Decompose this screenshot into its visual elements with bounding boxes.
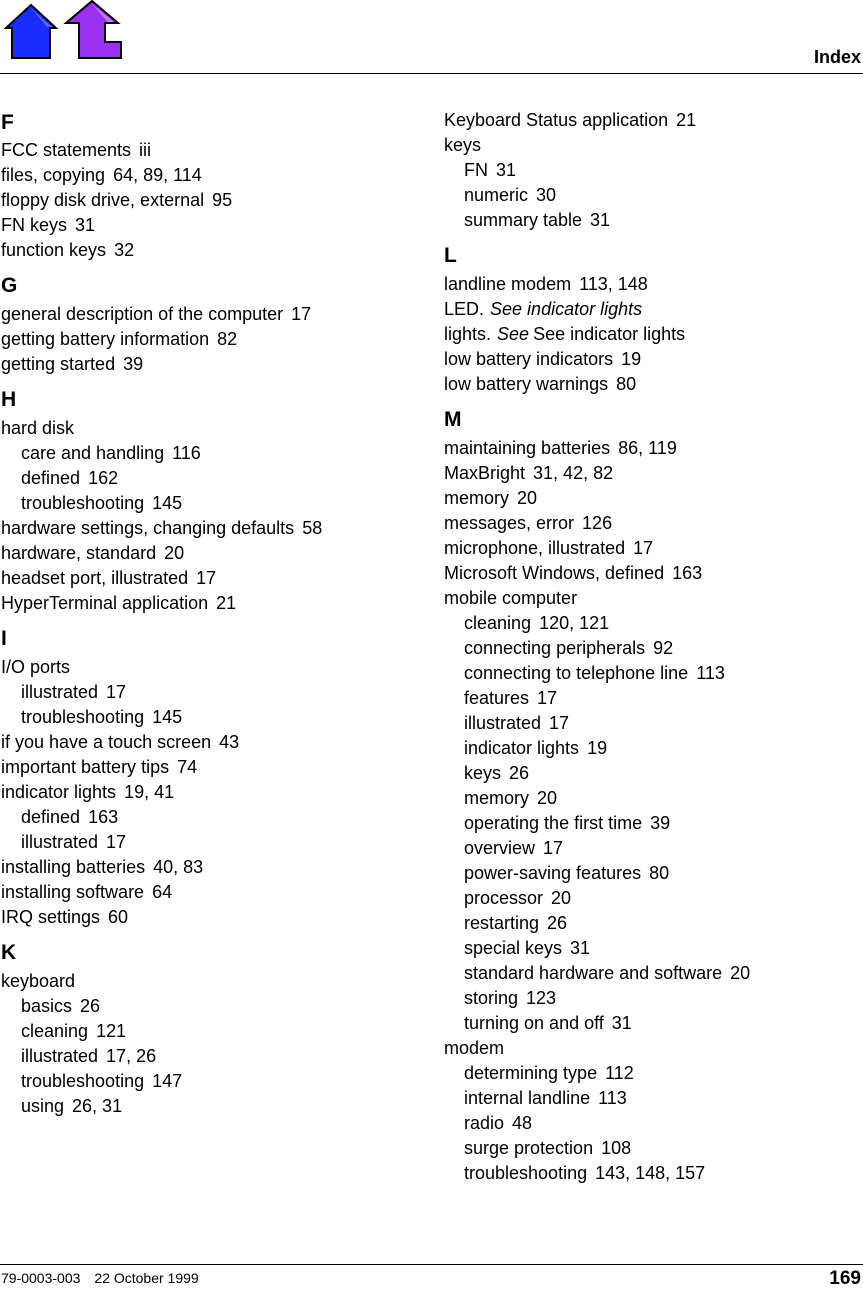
page-references[interactable]: 31 xyxy=(590,210,611,230)
page-references[interactable]: 82 xyxy=(217,329,238,349)
page-references[interactable]: 123 xyxy=(526,988,557,1008)
page-references[interactable]: 31 xyxy=(570,938,591,958)
index-entry xyxy=(444,322,863,347)
index-subentry xyxy=(1,805,421,830)
entry-label: memory xyxy=(464,788,530,808)
index-subentry xyxy=(444,1061,863,1086)
page-references[interactable]: 147 xyxy=(152,1071,183,1091)
entry-label: landline modem xyxy=(444,274,572,294)
index-entry xyxy=(1,213,421,238)
index-subentry xyxy=(444,661,863,686)
index-subentry xyxy=(444,836,863,861)
entry-label: numeric xyxy=(464,185,529,205)
index-letter-heading: G xyxy=(1,274,18,297)
index-entry xyxy=(1,591,421,616)
entry-label: LED. xyxy=(444,299,485,319)
entry-label: FN keys xyxy=(1,215,68,235)
entry-label: turning on and off xyxy=(464,1013,604,1033)
index-subentry xyxy=(1,491,421,516)
index-subentry xyxy=(444,786,863,811)
entry-label: hardware settings, changing defaults xyxy=(1,518,295,538)
page-references[interactable]: 113, 148 xyxy=(579,274,648,294)
page-references[interactable]: 39 xyxy=(650,813,671,833)
index-entry xyxy=(1,327,421,352)
entry-label: modem xyxy=(444,1038,505,1058)
entry-label: memory xyxy=(444,488,510,508)
index-entry xyxy=(1,352,421,377)
entry-label: keyboard xyxy=(1,971,76,991)
index-entry xyxy=(1,905,421,930)
page-references[interactable]: 108 xyxy=(601,1138,632,1158)
home-icon[interactable] xyxy=(3,0,59,62)
page-number: 169 xyxy=(829,1268,861,1289)
index-entry xyxy=(444,586,863,611)
index-subentry xyxy=(1,680,421,705)
page-references[interactable]: 19, 41 xyxy=(124,782,175,802)
index-subentry xyxy=(444,208,863,233)
header-title: Index xyxy=(813,47,861,67)
index-subentry xyxy=(444,886,863,911)
entry-label: getting battery information xyxy=(1,329,210,349)
entry-label: important battery tips xyxy=(1,757,170,777)
entry-label: FN xyxy=(464,160,488,180)
entry-label: microphone, illustrated xyxy=(444,538,626,558)
index-entry xyxy=(444,436,863,461)
index-column-right xyxy=(444,108,863,1186)
entry-label: defined xyxy=(21,468,81,488)
nav-buttons xyxy=(0,0,140,64)
page-references[interactable]: 26 xyxy=(80,996,101,1016)
page-references[interactable]: 20 xyxy=(551,888,572,908)
entry-label: features xyxy=(464,688,530,708)
page-references[interactable]: 163 xyxy=(672,563,703,583)
index-entry xyxy=(1,780,421,805)
index-subentry xyxy=(444,1086,863,1111)
index-subentry xyxy=(1,1019,421,1044)
entry-label: mobile computer xyxy=(444,588,578,608)
index-subentry xyxy=(444,961,863,986)
page-references[interactable]: 40, 83 xyxy=(153,857,204,877)
entry-label: operating the first time xyxy=(464,813,643,833)
entry-label: troubleshooting xyxy=(21,493,145,513)
entry-label: installing batteries xyxy=(1,857,146,877)
entry-label: basics xyxy=(21,996,73,1016)
index-entry xyxy=(444,461,863,486)
entry-label: restarting xyxy=(464,913,540,933)
entry-label: illustrated xyxy=(21,682,99,702)
entry-label: connecting peripherals xyxy=(464,638,646,658)
entry-label: messages, error xyxy=(444,513,575,533)
page-references[interactable]: 31 xyxy=(496,160,517,180)
entry-label: using xyxy=(21,1096,65,1116)
page-references[interactable]: 39 xyxy=(123,354,144,374)
doc-date: 22 October 1999 xyxy=(94,1270,199,1286)
index-entry xyxy=(444,511,863,536)
page-references[interactable]: 120, 121 xyxy=(539,613,610,633)
entry-label: IRQ settings xyxy=(1,907,101,927)
entry-label: processor xyxy=(464,888,544,908)
entry-label: Keyboard Status application xyxy=(444,110,669,130)
index-subentry xyxy=(444,936,863,961)
index-subentry xyxy=(1,705,421,730)
header-rule xyxy=(0,73,863,74)
index-subentry xyxy=(444,1011,863,1036)
entry-label: troubleshooting xyxy=(21,1071,145,1091)
index-entry xyxy=(1,302,421,327)
index-subentry xyxy=(444,611,863,636)
entry-label: floppy disk drive, external xyxy=(1,190,205,210)
entry-label: low battery warnings xyxy=(444,374,609,394)
index-entry xyxy=(1,541,421,566)
index-subentry xyxy=(444,986,863,1011)
index-entry xyxy=(444,561,863,586)
page-references[interactable]: 86, 119 xyxy=(618,438,677,458)
index-subentry xyxy=(444,911,863,936)
page-references[interactable]: 162 xyxy=(88,468,119,488)
index-subentry xyxy=(444,1161,863,1186)
entry-label: HyperTerminal application xyxy=(1,593,209,613)
entry-label: radio xyxy=(464,1113,505,1133)
index-entry xyxy=(444,297,863,322)
entry-label: if you have a touch screen xyxy=(1,732,212,752)
index-letter-heading: H xyxy=(1,388,17,411)
page-references[interactable]: 17 xyxy=(549,713,570,733)
index-entry xyxy=(1,566,421,591)
see-reference-target[interactable]: See indicator lights xyxy=(533,324,686,344)
entry-label: connecting to telephone line xyxy=(464,663,689,683)
page-references[interactable]: 32 xyxy=(114,240,135,260)
entry-label: function keys xyxy=(1,240,107,260)
index-subentry xyxy=(444,711,863,736)
entry-label: Microsoft Windows, defined xyxy=(444,563,665,583)
entry-label: overview xyxy=(464,838,536,858)
index-subentry xyxy=(1,1069,421,1094)
entry-label: illustrated xyxy=(21,1046,99,1066)
page-references[interactable]: 92 xyxy=(653,638,674,658)
entry-label: files, copying xyxy=(1,165,106,185)
page-references[interactable]: 163 xyxy=(88,807,119,827)
index-subentry xyxy=(444,1136,863,1161)
index-subentry xyxy=(444,1111,863,1136)
page-references[interactable]: 26 xyxy=(509,763,530,783)
index-subentry xyxy=(444,686,863,711)
page-references[interactable]: 145 xyxy=(152,493,183,513)
page-references[interactable]: 17 xyxy=(291,304,312,324)
page-references[interactable]: 20 xyxy=(517,488,538,508)
index-entry xyxy=(1,188,421,213)
entry-label: lights. xyxy=(444,324,492,344)
index-entry xyxy=(1,730,421,755)
entry-label: troubleshooting xyxy=(464,1163,588,1183)
index-entry xyxy=(1,880,421,905)
page-references[interactable]: 20 xyxy=(164,543,185,563)
page-references[interactable]: 21 xyxy=(216,593,237,613)
entry-label: illustrated xyxy=(21,832,99,852)
page-references[interactable]: 64 xyxy=(152,882,173,902)
index-subentry xyxy=(444,736,863,761)
page-references[interactable]: 17 xyxy=(633,538,654,558)
index-entry xyxy=(444,536,863,561)
page-references[interactable]: 95 xyxy=(212,190,233,210)
page-references[interactable]: 17 xyxy=(106,832,127,852)
page-references[interactable]: 31 xyxy=(75,215,96,235)
entry-label: power-saving features xyxy=(464,863,642,883)
footer-rule xyxy=(0,1264,863,1265)
entry-label: summary table xyxy=(464,210,583,230)
index-entry xyxy=(1,516,421,541)
page-references[interactable]: 143, 148, 157 xyxy=(595,1163,706,1183)
page-references[interactable]: 48 xyxy=(512,1113,533,1133)
page-references[interactable]: 17 xyxy=(196,568,217,588)
page-references[interactable]: 64, 89, 114 xyxy=(113,165,202,185)
entry-label: low battery indicators xyxy=(444,349,614,369)
page-references[interactable]: 20 xyxy=(537,788,558,808)
entry-label: special keys xyxy=(464,938,563,958)
index-entry xyxy=(1,655,421,680)
entry-label: keys xyxy=(464,763,502,783)
index-entry xyxy=(1,138,421,163)
entry-label: internal landline xyxy=(464,1088,591,1108)
index-subentry xyxy=(1,1094,421,1119)
index-entry xyxy=(444,133,863,158)
page-references[interactable]: 19 xyxy=(587,738,608,758)
doc-number: 79-0003-003 xyxy=(1,1270,81,1286)
index-subentry xyxy=(444,183,863,208)
index-entry xyxy=(1,969,421,994)
index-letter-heading: M xyxy=(444,408,462,431)
page-references[interactable]: 19 xyxy=(621,349,642,369)
entry-label: standard hardware and software xyxy=(464,963,723,983)
page-references[interactable]: 121 xyxy=(96,1021,127,1041)
index-entry xyxy=(1,416,421,441)
index-entry xyxy=(444,1036,863,1061)
page-references[interactable]: 126 xyxy=(582,513,613,533)
entry-label: indicator lights xyxy=(1,782,117,802)
page-references[interactable]: iii xyxy=(139,140,152,160)
page-references[interactable]: 26, 31 xyxy=(72,1096,123,1116)
index-entry xyxy=(444,486,863,511)
page-references[interactable]: 116 xyxy=(172,443,201,463)
page-references[interactable]: 74 xyxy=(177,757,198,777)
index-entry xyxy=(1,755,421,780)
page-references[interactable]: 31, 42, 82 xyxy=(533,463,614,483)
entry-label: surge protection xyxy=(464,1138,594,1158)
entry-label: illustrated xyxy=(464,713,542,733)
see-reference[interactable]: See indicator lights xyxy=(490,299,643,319)
entry-label: indicator lights xyxy=(464,738,580,758)
index-subentry xyxy=(444,636,863,661)
entry-label: care and handling xyxy=(21,443,165,463)
index-subentry xyxy=(444,811,863,836)
entry-label: headset port, illustrated xyxy=(1,568,189,588)
index-letter-heading: F xyxy=(1,111,14,134)
page-references[interactable]: 112 xyxy=(605,1063,634,1083)
page-references[interactable]: 80 xyxy=(616,374,637,394)
index-entry xyxy=(1,855,421,880)
back-arrow-icon[interactable] xyxy=(62,0,124,62)
entry-label: I/O ports xyxy=(1,657,71,677)
index-entry xyxy=(444,108,863,133)
index-subentry xyxy=(1,441,421,466)
index-subentry xyxy=(444,861,863,886)
index-subentry xyxy=(1,466,421,491)
entry-label: storing xyxy=(464,988,519,1008)
entry-label: getting started xyxy=(1,354,116,374)
entry-label: defined xyxy=(21,807,81,827)
page-references[interactable]: 17, 26 xyxy=(106,1046,157,1066)
page-references[interactable]: 31 xyxy=(611,1013,632,1033)
index-entry xyxy=(1,163,421,188)
index-subentry xyxy=(1,1044,421,1069)
page-references[interactable]: 20 xyxy=(730,963,751,983)
page-references[interactable]: 60 xyxy=(108,907,129,927)
index-letter-heading: L xyxy=(444,244,457,267)
entry-label: general description of the computer xyxy=(1,304,284,324)
entry-label: keys xyxy=(444,135,482,155)
page-references[interactable]: 145 xyxy=(152,707,183,727)
page-references[interactable]: 80 xyxy=(649,863,670,883)
page-references[interactable]: 30 xyxy=(536,185,557,205)
footer-doc-info xyxy=(1,1270,199,1286)
page-references[interactable]: 17 xyxy=(106,682,127,702)
entry-label: maintaining batteries xyxy=(444,438,611,458)
index-entry xyxy=(444,347,863,372)
index-letter-heading: I xyxy=(1,627,7,650)
page-references[interactable]: 58 xyxy=(302,518,323,538)
page-references[interactable]: 17 xyxy=(537,688,558,708)
entry-label: hardware, standard xyxy=(1,543,157,563)
index-subentry xyxy=(444,158,863,183)
entry-label: hard disk xyxy=(1,418,75,438)
page-references[interactable]: 21 xyxy=(676,110,697,130)
index-subentry xyxy=(1,830,421,855)
index-entry xyxy=(444,372,863,397)
entry-label: installing software xyxy=(1,882,145,902)
page-references[interactable]: 26 xyxy=(547,913,568,933)
index-entry xyxy=(444,272,863,297)
see-reference[interactable]: See xyxy=(497,324,530,344)
page-references[interactable]: 43 xyxy=(219,732,240,752)
page-references[interactable]: 113 xyxy=(696,663,725,683)
entry-label: troubleshooting xyxy=(21,707,145,727)
entry-label: cleaning xyxy=(464,613,532,633)
entry-label: determining type xyxy=(464,1063,598,1083)
index-subentry xyxy=(1,994,421,1019)
page-references[interactable]: 17 xyxy=(543,838,564,858)
index-subentry xyxy=(444,761,863,786)
index-letter-heading: K xyxy=(1,941,17,964)
entry-label: MaxBright xyxy=(444,463,526,483)
index-column-left xyxy=(1,108,421,1119)
index-entry xyxy=(1,238,421,263)
entry-label: cleaning xyxy=(21,1021,89,1041)
page-references[interactable]: 113 xyxy=(598,1088,627,1108)
entry-label: FCC statements xyxy=(1,140,132,160)
